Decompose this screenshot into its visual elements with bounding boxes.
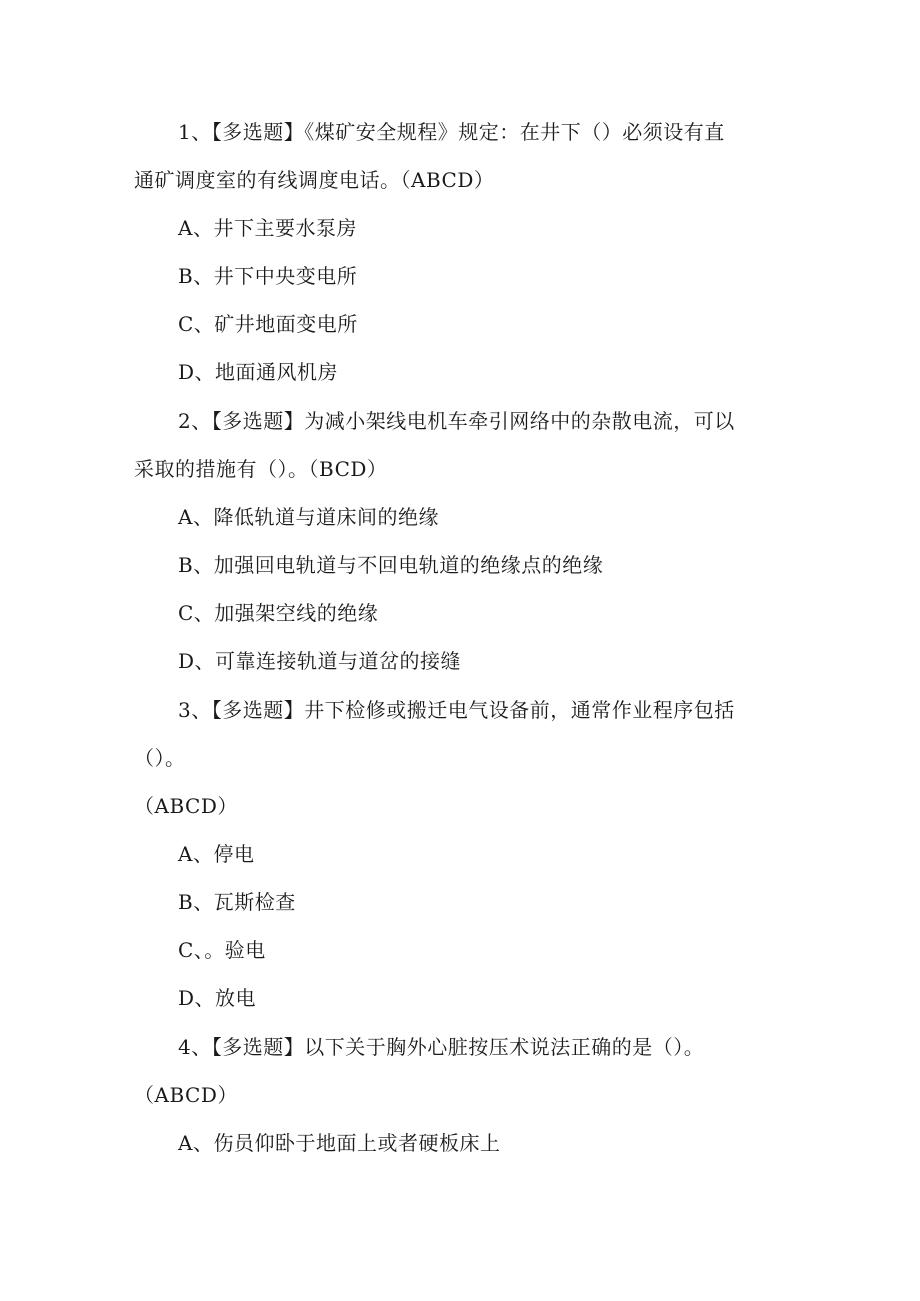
question-4-answer: （ABCD） (134, 1083, 238, 1107)
question-4-text-line-1: 4、【多选题】以下关于胸外心脏按压术说法正确的是（）。 (178, 1035, 705, 1059)
question-3-text-line-1: 3、【多选题】井下检修或搬迁电气设备前，通常作业程序包括 (178, 698, 735, 722)
question-1-option-d: D、地面通风机房 (178, 360, 339, 384)
question-1-option-a: A、井下主要水泵房 (178, 216, 357, 240)
question-1-option-c: C、矿井地面变电所 (178, 312, 358, 336)
question-1-text-line-1: 1、【多选题】《煤矿安全规程》规定：在井下（）必须设有直 (178, 120, 725, 144)
question-4-option-a: A、伤员仰卧于地面上或者硬板床上 (178, 1131, 501, 1155)
question-2-option-d: D、可靠连接轨道与道岔的接缝 (178, 649, 462, 673)
question-3-option-b: B、瓦斯检查 (178, 890, 296, 914)
question-2-option-c: C、加强架空线的绝缘 (178, 601, 379, 625)
question-2-option-a: A、降低轨道与道床间的绝缘 (178, 505, 439, 529)
question-3-answer: （ABCD） (134, 794, 238, 818)
question-3-option-d: D、放电 (178, 986, 257, 1010)
question-3-text-line-2: （）。 (134, 746, 186, 770)
question-2-text-line-2: 采取的措施有（）。（BCD） (134, 457, 388, 481)
question-3-option-a: A、停电 (178, 842, 255, 866)
question-2-option-b: B、加强回电轨道与不回电轨道的绝缘点的绝缘 (178, 553, 604, 577)
question-2-text-line-1: 2、【多选题】为减小架线电机车牵引网络中的杂散电流，可以 (178, 409, 735, 433)
question-1-option-b: B、井下中央变电所 (178, 264, 358, 288)
question-3-option-c: C、。验电 (178, 938, 266, 962)
question-1-text-line-2: 通矿调度室的有线调度电话。（ABCD） (134, 168, 495, 192)
